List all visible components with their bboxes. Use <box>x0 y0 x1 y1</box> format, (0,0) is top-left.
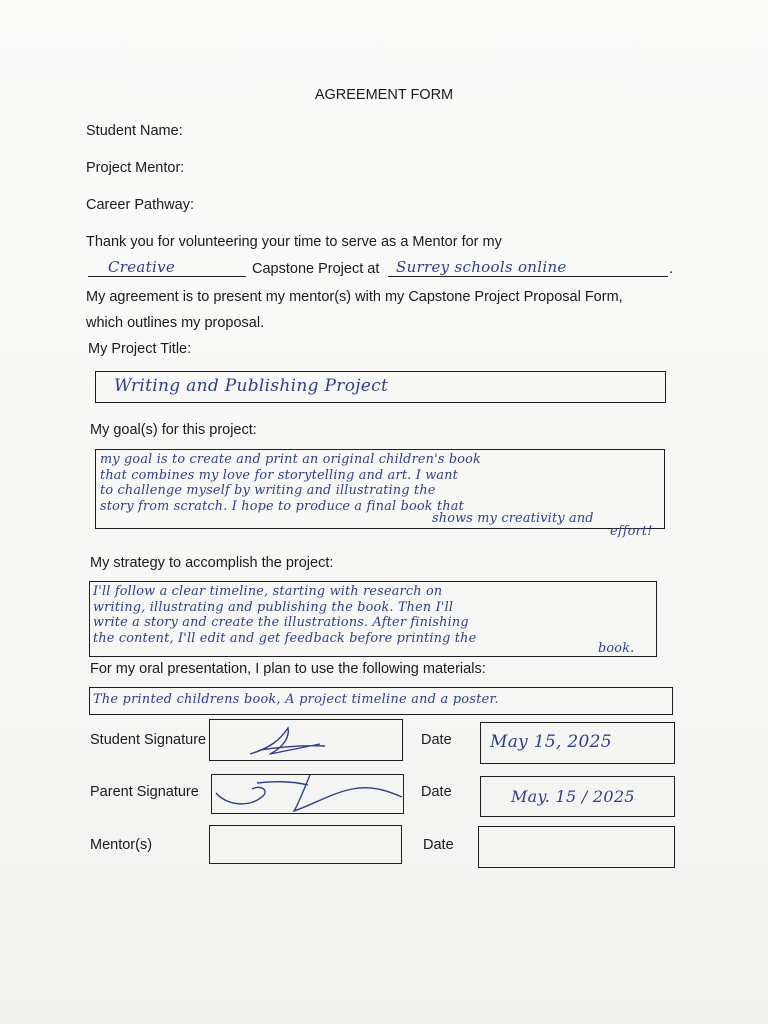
mentor-signature-box[interactable] <box>209 825 402 864</box>
student-signature-mark <box>210 720 404 762</box>
goals-line: story from scratch. I hope to produce a final book that <box>100 498 464 514</box>
parent-date-box[interactable] <box>480 776 675 817</box>
school-blank-line <box>388 276 668 277</box>
mentor-date-label: Date <box>423 837 454 853</box>
materials-value: The printed childrens book, A project timeline and a poster. <box>93 692 499 707</box>
period: . <box>669 261 674 277</box>
strategy-line: writing, illustrating and publishing the book. Then I'll <box>93 599 454 615</box>
mentor-label: Mentor(s) <box>90 837 153 853</box>
strategy-text <box>93 584 634 657</box>
goals-line: shows my creativity and <box>432 511 594 526</box>
pathway-blank-line <box>88 276 246 277</box>
student-signature-label: Student Signature <box>90 732 207 748</box>
goals-line: my goal is to create and print an original children's book <box>100 452 482 467</box>
agreement-text-line2: which outlines my proposal. <box>86 315 265 331</box>
parent-signature-box[interactable] <box>211 774 404 814</box>
materials-box[interactable] <box>89 687 673 715</box>
mentor-date-box[interactable] <box>478 826 675 868</box>
project-title-label: My Project Title: <box>88 341 192 357</box>
student-name-label: Student Name: <box>86 123 183 139</box>
project-title-box[interactable] <box>95 371 666 403</box>
school-value[interactable]: Surrey schools online <box>396 258 567 276</box>
goals-line: effort! <box>610 523 653 539</box>
project-mentor-label: Project Mentor: <box>86 160 185 176</box>
goals-line: to challenge myself by writing and illustrating the <box>100 483 436 498</box>
materials-label: For my oral presentation, I plan to use the following materials: <box>90 661 486 677</box>
strategy-line: book. <box>598 641 635 656</box>
student-date-value: May 15, 2025 <box>490 732 612 752</box>
goals-line: that combines my love for storytelling and art. I want <box>100 467 458 483</box>
student-date-label: Date <box>421 732 452 748</box>
parent-date-label: Date <box>421 784 452 800</box>
pathway-value[interactable]: Creative <box>108 258 176 276</box>
strategy-line: I'll follow a clear timeline, starting with research on <box>93 584 443 599</box>
career-pathway-label: Career Pathway: <box>86 197 194 213</box>
intro-text: Thank you for volunteering your time to serve as a Mentor for my <box>86 234 502 250</box>
parent-signature-mark <box>212 775 405 815</box>
goals-text <box>100 452 653 539</box>
form-title: AGREEMENT FORM <box>314 87 454 103</box>
strategy-line: the content, I'll edit and get feedback before printing the <box>93 630 477 646</box>
goals-label: My goal(s) for this project: <box>90 422 257 438</box>
strategy-line: write a story and create the illustrations. After finishing <box>93 615 469 630</box>
student-signature-box[interactable] <box>209 719 403 761</box>
parent-date-value: May. 15 / 2025 <box>511 787 635 806</box>
student-date-box[interactable] <box>480 722 675 764</box>
agreement-text-line1: My agreement is to present my mentor(s) with my Capstone Project Proposal Form, <box>86 289 623 305</box>
project-title-value: Writing and Publishing Project <box>114 376 389 396</box>
parent-signature-label: Parent Signature <box>90 784 199 800</box>
capstone-label: Capstone Project at <box>252 261 380 277</box>
strategy-label: My strategy to accomplish the project: <box>90 555 334 571</box>
